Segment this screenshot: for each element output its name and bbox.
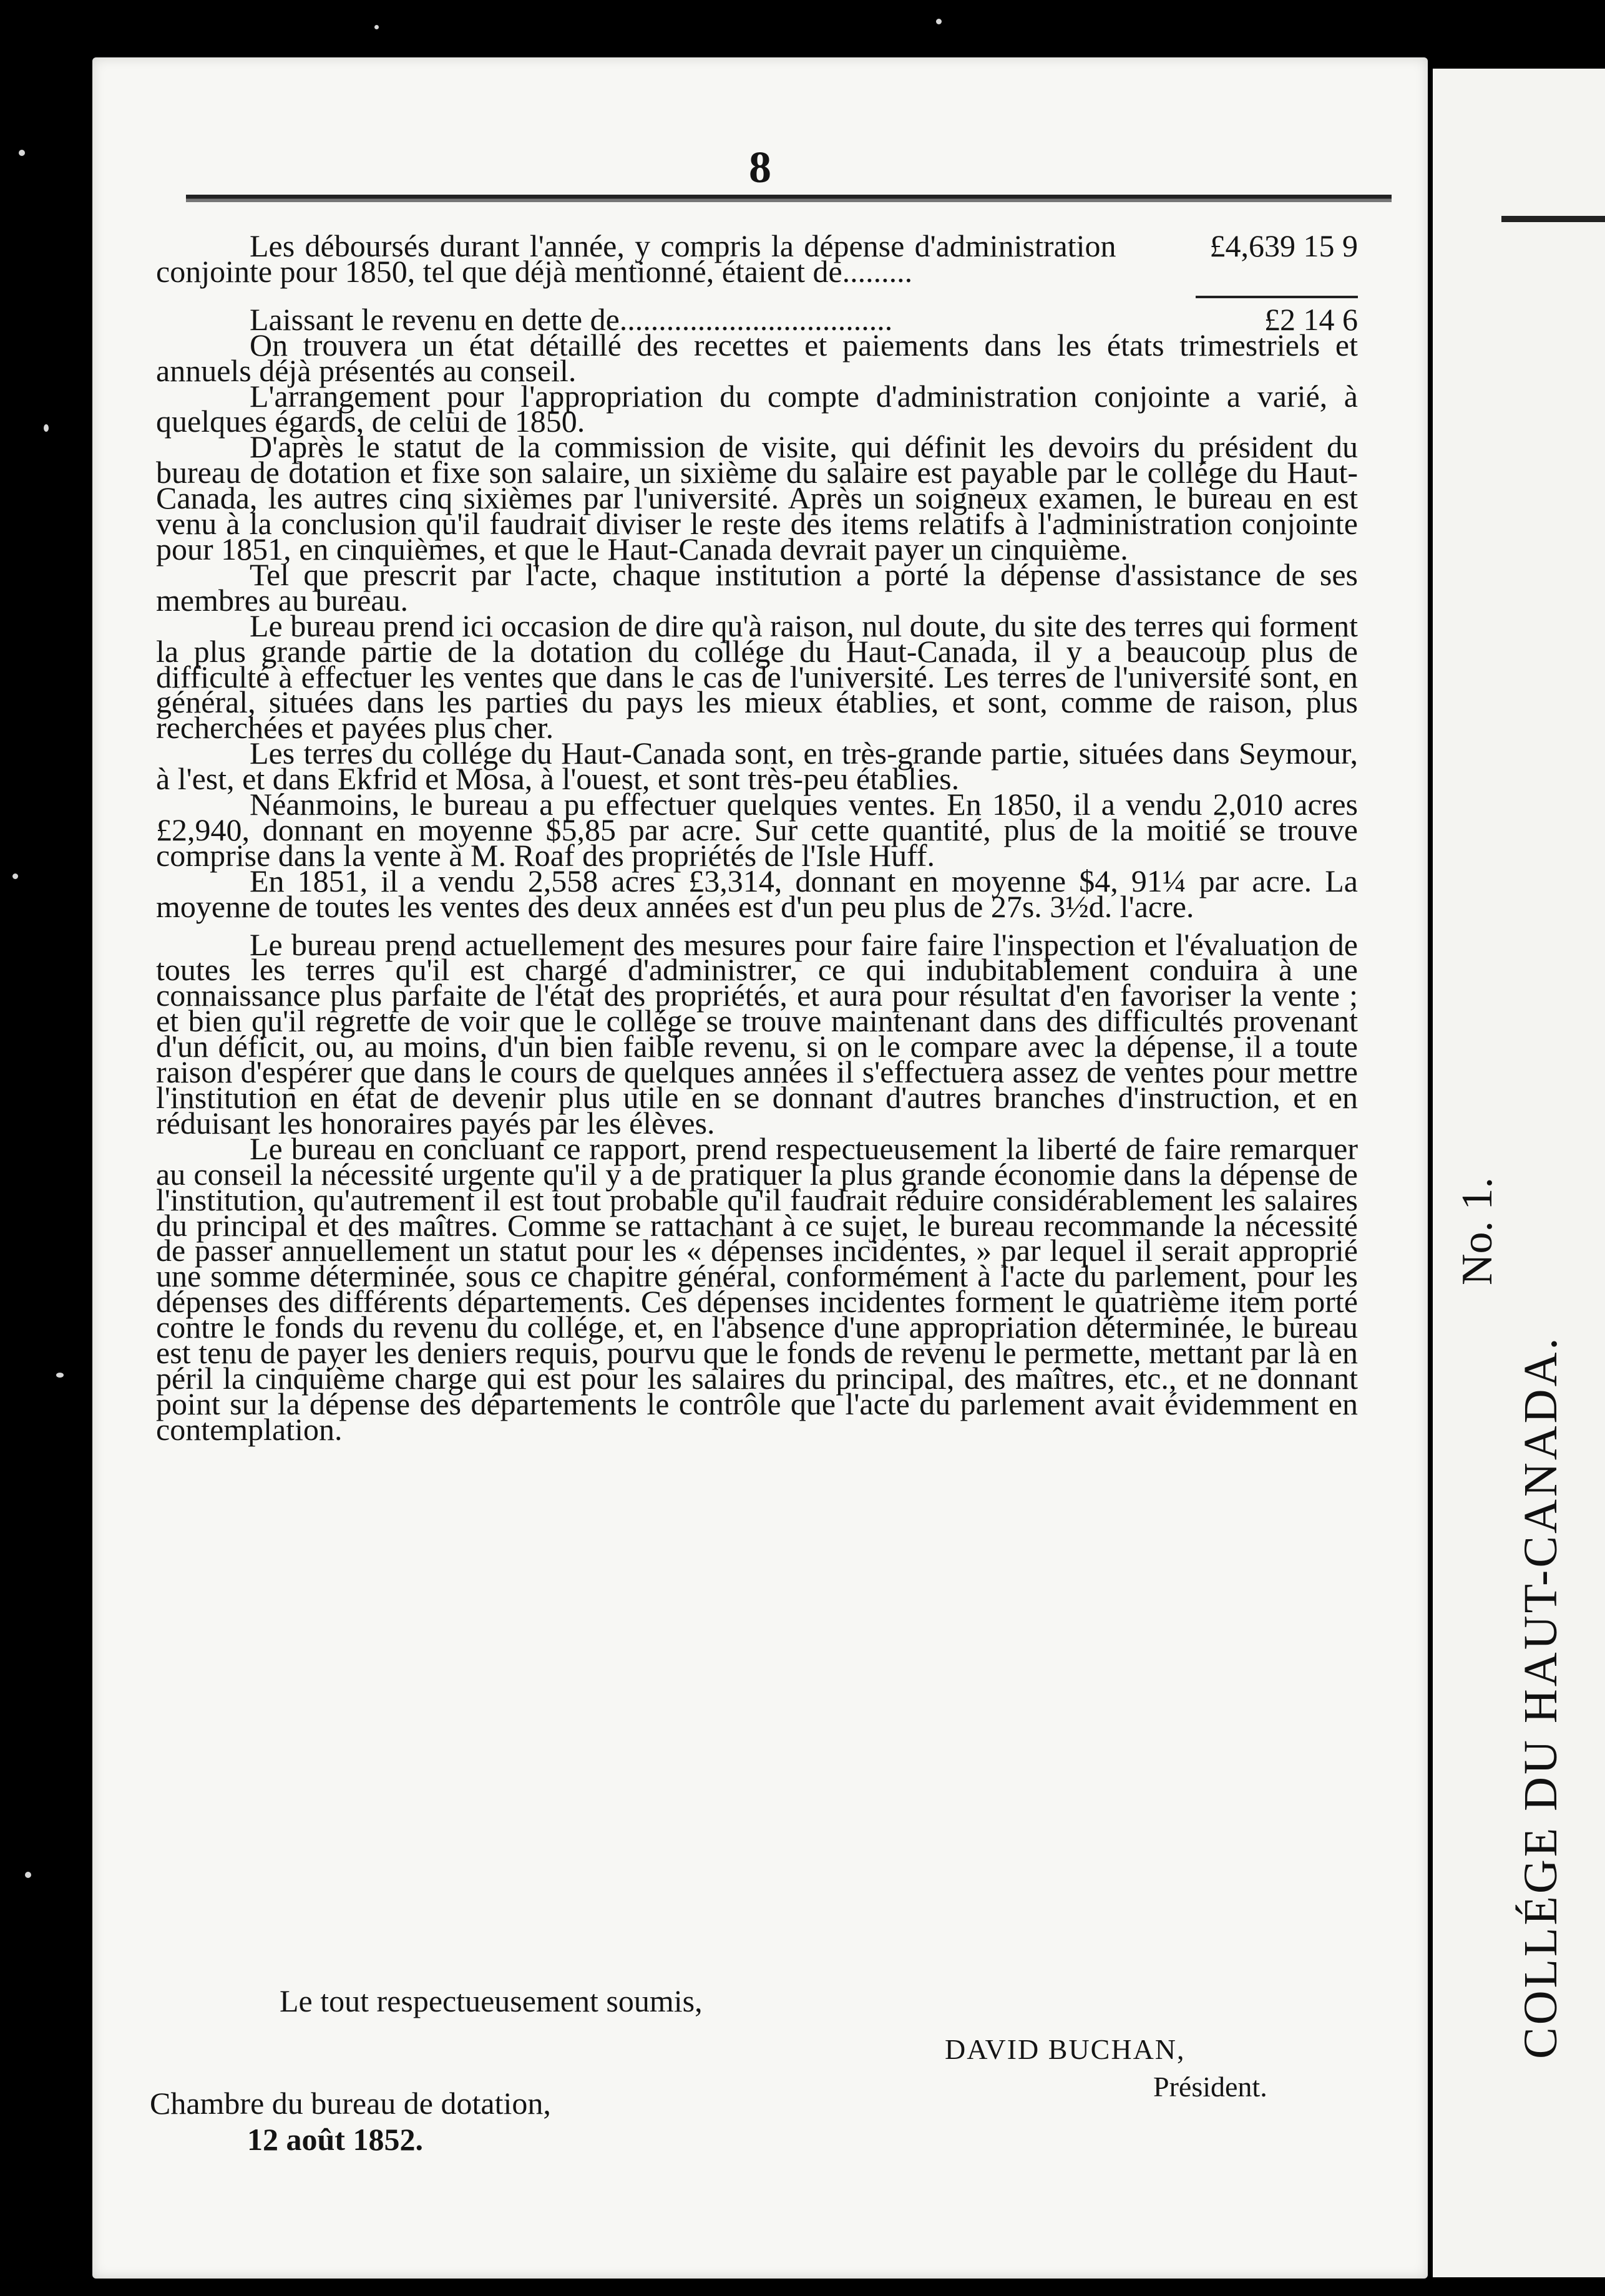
paragraph: Le bureau prend actuellement des mesures pour faire faire l'inspection et l'évaluation de toutes les terres qu'il est chargé d'administrer, ce qui indubitablement conduira à une connaissance plus parfaite de l'état des propriétés, et aura pour résultat d'en favoriser la vente ; et bien qu'il regrette de voir que le collége se trouve maintenant dans des difficultés provenant d'un déficit, ou, au moins, d'un bien faible revenu, si on le compare avec la dépense, il a toute raison d'espérer que dans le cours de quelques années il s'effectuera assez de ventes pour mettre l'institution en état de devenir plus utile en se donnant d'autres branches d'instruction, et en réduisant les honoraires payés par les élèves. (156, 927, 1358, 1141)
adjacent-page-rule (1501, 216, 1605, 222)
signature-name: DAVID BUCHAN, (945, 2033, 1186, 2065)
paragraph: Le bureau en concluant ce rapport, prend respectueusement la liberté de faire remarquer au conseil la nécessité urgente qu'il y a de pratiquer la plus grande économie dans la dépense de l'institution, qu'autrement il est tout probable qu'il faudrait réduire considérablement les salaires du principal et des maîtres. Comme se rattachant à ce sujet, le bureau recommande la nécessité de passer annuellement un statut pour les « dépenses incidentes, » par lequel il serait approprié une somme déterminée, sous ce chapitre général, conformément à l'acte du parlement, pour les dépenses des différents départements. Ces dépenses incidentes forment le quatrième item porté contre le fonds du revenu du collége, et, en l'absence d'une appropriation déterminée, le bureau est tenu de payer les deniers requis, pourvu que le fonds de revenu le permette, mettant par là en péril la cinquième charge qui est pour les salaires du principal, des maîtres, etc., et ne donnant point sur la dépense des départements le contrôle que l'acte du parlement avait évidemment en contemplation. (156, 1131, 1358, 1447)
ledger-disbursements-text: Les déboursés durant l'année, y compris la dépense d'administration conjointe pour 1850, tel que déjà mentionné, étaient de......... (156, 228, 1116, 289)
ledger-balance-text: Laissant le revenu en dette de................................... (250, 301, 893, 337)
ledger-balance-amount: £2 14 6 (1264, 301, 1358, 337)
paragraph: En 1851, il a vendu 2,558 acres £3,314, donnant en moyenne $4, 91¼ par acre. La moyenne de toutes les ventes des deux années est d'un peu plus de 27s. 3½d. l'acre. (156, 863, 1358, 924)
body-text (156, 228, 1358, 1447)
paragraph: Les terres du collége du Haut-Canada sont, en très-grande partie, situées dans Seymour, à l'est, et dans Ekfrid et Mosa, à l'ouest, et sont très-peu établies. (156, 736, 1358, 797)
paragraph: Néanmoins, le bureau a pu effectuer quelques ventes. En 1850, il a vendu 2,010 acres £2,940, donnant en moyenne $5,85 par acre. Sur cette quantité, plus de la moitié se trouve comprise dans la vente à M. Roaf des propriétés de l'Isle Huff. (156, 787, 1358, 873)
scan-speck (19, 150, 25, 156)
side-title: COLLÉGE DU HAUT-CANADA. (1515, 1335, 1567, 2059)
scan-speck (12, 873, 18, 879)
place-line: Chambre du bureau de dotation, (150, 2086, 551, 2121)
signature-title: Président. (1153, 2071, 1267, 2103)
document-page (92, 57, 1428, 2279)
scan-speck (25, 1872, 31, 1878)
paragraph: On trouvera un état détaillé des recettes et paiements dans les états trimestriels et annuels déjà présentés au conseil. (156, 327, 1358, 388)
page-number: 8 (749, 142, 771, 192)
ledger-disbursements-amount: £4,639 15 9 (1209, 228, 1358, 263)
side-number: No. 1. (1453, 1177, 1501, 1285)
date-line: 12 août 1852. (247, 2122, 423, 2157)
scan-speck (936, 19, 942, 24)
paragraph: D'après le statut de la commission de visite, qui définit les devoirs du président du bureau de dotation et fixe son salaire, un sixième du salaire est payable par le collége du Haut-Canada, les autres cinq sixièmes par l'université. Après un soigneux examen, le bureau en est venu à la conclusion qu'il faudrait diviser le reste des items relatifs à l'administration conjointe pour 1851, en cinquièmes, et que le Haut-Canada devrait payer un cinquième. (156, 429, 1358, 567)
adjacent-page (1433, 69, 1605, 2277)
scan-speck (56, 1373, 64, 1378)
scan-speck (44, 424, 49, 432)
paragraph: Le bureau prend ici occasion de dire qu'à raison, nul doute, du site des terres qui forment la plus grande partie de la dotation du collége du Haut-Canada, il y a beaucoup plus de difficulté à effectuer les ventes que dans le cas de l'université. Les terres de l'université sont, en général, situées dans les parties du pays les mieux établies, et sont, comme de raison, plus recherchées et payées plus cher. (156, 608, 1358, 746)
ledger-disbursements (156, 228, 1358, 289)
paragraph: L'arrangement pour l'appropriation du compte d'administration conjointe a varié, à quelques égards, de celui de 1850. (156, 378, 1358, 439)
scan-speck (374, 25, 379, 29)
paragraph: Tel que prescrit par l'acte, chaque institution a porté la dépense d'assistance de ses membres au bureau. (156, 557, 1358, 618)
header-rule (186, 195, 1392, 202)
closing-line: Le tout respectueusement soumis, (280, 1983, 703, 2018)
